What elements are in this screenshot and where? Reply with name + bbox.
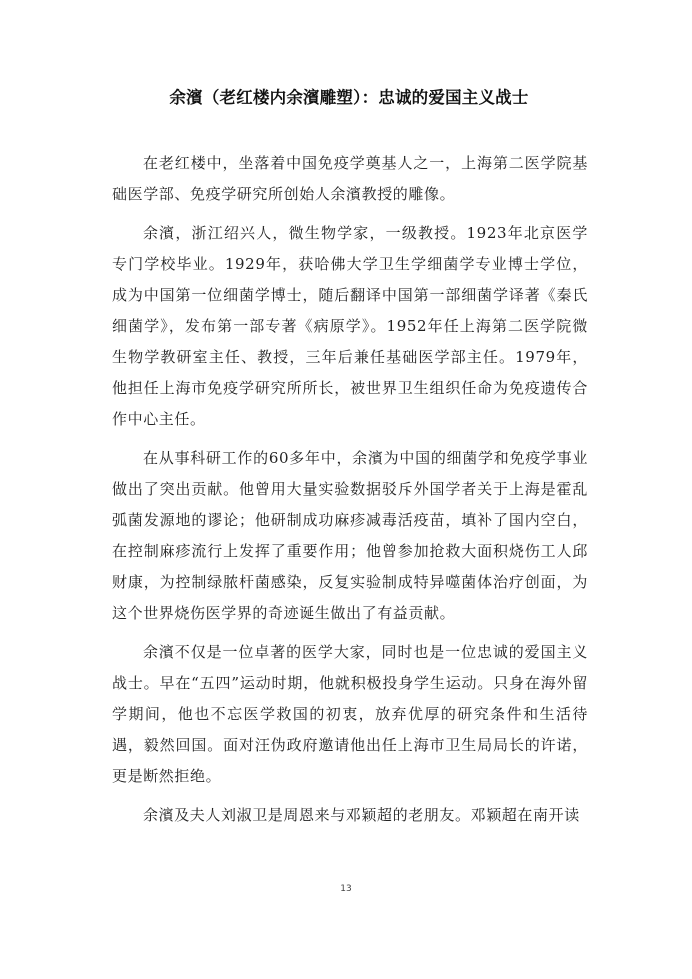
document-title: 余濱（老红楼内余濱雕塑）：忠诚的爱国主义战士: [169, 88, 529, 107]
paragraph-patriotism: 余濱不仅是一位卓著的医学大家，同时也是一位忠诚的爱国主义战士。早在“五四”运动时期，他就积极投身学生运动。只身在海外留学期间，他也不忘医学救国的初衷，放弃优厚的研究条件和生活待遇，毅然回国。面对汪伪政府邀请他出任上海市卫生局局长的许诺，更是断然拒绝。: [112, 643, 588, 785]
paragraph-research: 在从事科研工作的60多年中，余濱为中国的细菌学和免疫学事业做出了突出贡献。他曾用大量实验数据驳斥外国学者关于上海是霍乱弧菌发源地的谬论；他研制成功麻疹减毒活疫苗，填补了国内空白，在控制麻疹流行上发挥了重要作用；他曾参加抢救大面积烧伤工人邱财康，为控制绿脓杆菌感染，反复实验制成特异噬菌体治疗创面，为这个世界烧伤医学界的奇迹诞生做出了有益贡献。: [112, 449, 588, 622]
paragraph-biography: 余濱，浙江绍兴人，微生物学家，一级教授。1923年北京医学专门学校毕业。1929年，获哈佛大学卫生学细菌学专业博士学位，成为中国第一位细菌学博士，随后翻译中国第一部细菌学译著《秦氏细菌学》，发布第一部专著《病原学》。1952年任上海第二医学院微生物学教研室主任、教授，三年后兼任基础医学部主任。1979年，他担任上海市免疫学研究所所长，被世界卫生组织任命为免疫遗传合作中心主任。: [112, 224, 588, 428]
document-page: [112, 86, 588, 839]
paragraph-friendship: 余濱及夫人刘淑卫是周恩来与邓颖超的老朋友。邓颖超在南开读: [143, 806, 580, 824]
page-number: 13: [340, 884, 352, 894]
paragraph-intro: 在老红楼中，坐落着中国免疫学奠基人之一，上海第二医学院基础医学部、免疫学研究所创始人余濱教授的雕像。: [112, 154, 588, 203]
